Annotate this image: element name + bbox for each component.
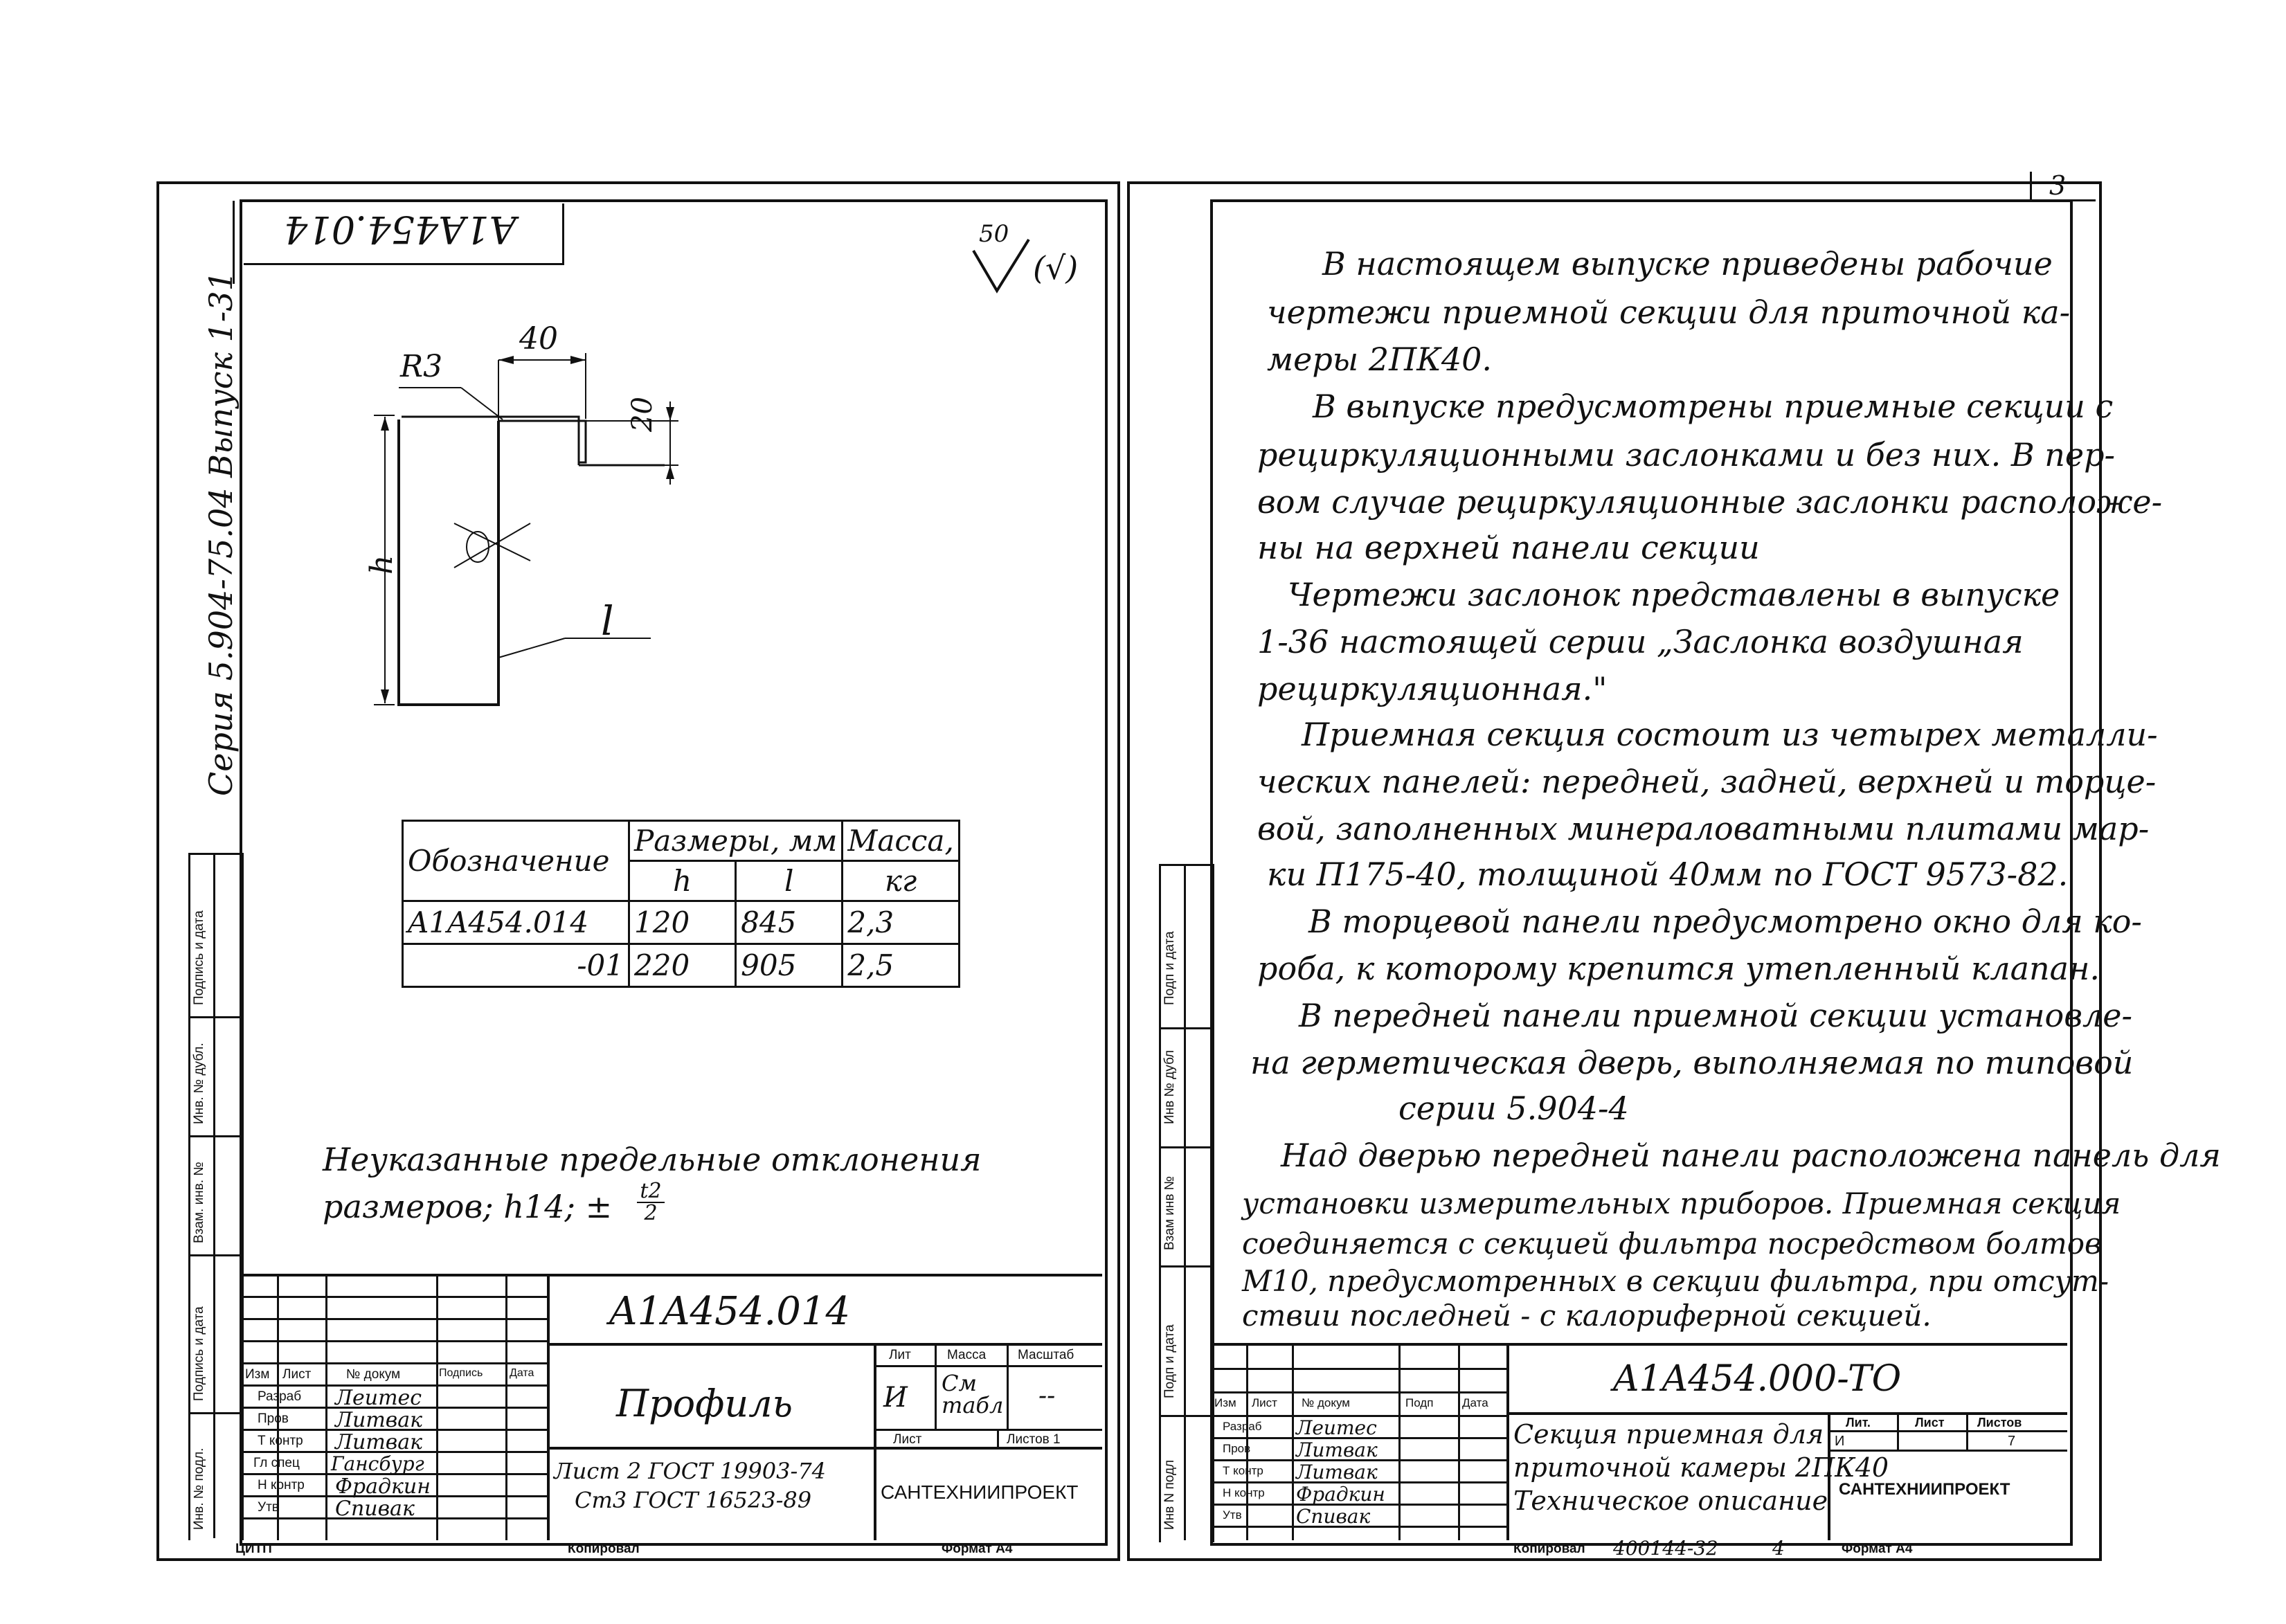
left-mass-value: См табл	[942, 1370, 1004, 1418]
right-strip-label-5: Инв N подл	[1162, 1459, 1177, 1530]
row-l: 845	[736, 901, 843, 944]
rtb-role: Н контр	[1223, 1486, 1265, 1499]
tb-name: Фрадкин	[335, 1474, 431, 1499]
right-lit-value: И	[1835, 1434, 1845, 1449]
text-line-2: чертежи приемной секции для приточной ка-	[1267, 294, 2071, 331]
footer-right-copy-number: 400144-32	[1613, 1537, 1718, 1560]
row-h: 220	[629, 944, 736, 987]
rtb-name: Литвак	[1296, 1438, 1378, 1461]
text-line-19: серии 5.904-4	[1398, 1090, 1629, 1127]
tb-role: Утв	[258, 1500, 279, 1515]
footer-left-format: Формат А4	[942, 1542, 1013, 1556]
tolerance-fraction	[637, 1181, 665, 1224]
footer-right-copy-sheet: 4	[1772, 1537, 1785, 1560]
text-line-15: В торцевой панели предусмотрено окно для ко-	[1308, 903, 2142, 940]
rtb-col-date: Дата	[1462, 1396, 1488, 1409]
footer-right-copy: Копировал	[1513, 1542, 1585, 1556]
row-mass: 2,5	[843, 944, 959, 987]
table-head-designation: Обозначение	[403, 821, 629, 901]
rtb-name: Фрадкин	[1296, 1483, 1385, 1506]
tb-role: Гл спец	[253, 1456, 300, 1470]
tb-role: Разраб	[258, 1389, 302, 1404]
right-sheets-head: Листов	[1977, 1416, 2022, 1429]
text-line-9: 1-36 настоящей серии „Заслонка воздушная	[1257, 623, 2024, 660]
right-title-line3: Техническое описание	[1513, 1486, 1828, 1516]
tb-role: Н контр	[258, 1478, 305, 1492]
rtb-col-doc: № докум	[1302, 1396, 1350, 1409]
row-l: 905	[736, 944, 843, 987]
side-series-box	[191, 201, 235, 284]
left-material-line1: Лист 2 ГОСТ 19903-74	[554, 1458, 827, 1484]
text-line-24: ствии последней - с калориферной секцией.	[1242, 1299, 1932, 1333]
left-org: САНТЕХНИИПРОЕКТ	[881, 1481, 1079, 1503]
left-mass-head: Масса	[947, 1348, 987, 1362]
tb-name: Литвак	[335, 1430, 423, 1454]
text-line-1: В настоящем выпуске приведены рабочие	[1322, 245, 2053, 282]
text-line-10: рециркуляционная."	[1257, 670, 1608, 707]
tb-col-sign: Подпись	[439, 1367, 483, 1379]
table-head-sizes: Размеры, мм	[629, 821, 843, 861]
right-sheet-head: Лист	[1915, 1416, 1945, 1429]
rtb-name: Литвак	[1296, 1461, 1378, 1483]
right-title-line2: приточной камеры 2ПК40	[1513, 1452, 1889, 1483]
dim-flange-label: 20	[627, 397, 658, 432]
tb-name: Спивак	[335, 1497, 415, 1521]
text-line-13: вой, заполненных минераловатными плитами мар-	[1257, 810, 2150, 847]
tolerance-frac-den: 2	[644, 1201, 658, 1225]
sizes-table	[402, 820, 960, 988]
text-line-11: Приемная секция состоит из четырех металли-	[1302, 716, 2158, 753]
roughness-mark	[969, 220, 1094, 296]
right-strip-label-3: Взам инв №	[1162, 1175, 1177, 1250]
right-strip-label-4: Подп и дата	[1162, 1324, 1177, 1398]
right-strip-label-2: Инв № дубл	[1162, 1049, 1177, 1124]
text-line-21: установки измерительных приборов. Приемная секция	[1242, 1187, 2121, 1220]
table-row	[403, 944, 960, 987]
text-line-7: ны на верхней панели секции	[1257, 529, 1760, 566]
table-head-kg: кг	[843, 861, 959, 901]
row-mass: 2,3	[843, 901, 959, 944]
tb-role: Т контр	[258, 1434, 303, 1448]
left-scale-value: --	[1038, 1382, 1056, 1410]
row-designation: A1A454.014	[403, 901, 629, 944]
text-line-12: ческих панелей: передней, задней, верхней и торце-	[1257, 763, 2157, 800]
left-strip-label-2: Инв. № дубл.	[192, 1043, 206, 1124]
dim-radius-label: R3	[400, 349, 443, 384]
tolerance-note-line2: размеров; h14; ±	[323, 1188, 613, 1225]
left-strip-label-4: Подпись и дата	[192, 1306, 206, 1401]
dim-height-label: h	[364, 554, 399, 575]
right-org: САНТЕХНИИПРОЕКТ	[1839, 1480, 2010, 1499]
rtb-name: Спивак	[1296, 1505, 1371, 1528]
text-line-18: на герметическая дверь, выполняемая по типовой	[1250, 1044, 2134, 1081]
right-title-line1: Секция приемная для	[1513, 1419, 1824, 1450]
text-line-4: В выпуске предусмотрены приемные секции с	[1313, 388, 2114, 425]
left-strip-label-1: Подпись и дата	[192, 910, 206, 1005]
footer-right-format: Формат А4	[1842, 1542, 1913, 1556]
right-doc-number: A1A454.000-TO	[1613, 1358, 1902, 1400]
roughness-suffix: (√)	[1033, 249, 1079, 287]
text-line-23: М10, предусмотренных в секции фильтра, при отсут-	[1242, 1264, 2109, 1298]
table-row	[403, 901, 960, 944]
footer-left-org: ЦИТП	[235, 1542, 272, 1556]
footer-left-copy: Копировал	[568, 1542, 640, 1556]
text-line-17: В передней панели приемной секции установле-	[1299, 997, 2133, 1034]
left-doc-number: A1A454.014	[609, 1289, 851, 1334]
rtb-col-izm: Изм	[1214, 1396, 1236, 1409]
left-sheet-head: Лист	[893, 1432, 922, 1447]
rtb-col-sign: Подп	[1405, 1396, 1434, 1409]
dim-width-label: 40	[519, 321, 558, 357]
rtb-role: Разраб	[1223, 1420, 1262, 1433]
left-title: Профиль	[616, 1382, 793, 1425]
table-head-l: l	[736, 861, 843, 901]
right-sheets-value: 7	[2008, 1434, 2016, 1449]
rtb-role: Утв	[1223, 1508, 1242, 1522]
tb-name: Леитес	[335, 1386, 422, 1410]
right-lit-head: Лит.	[1846, 1416, 1871, 1429]
row-designation: -01	[403, 944, 629, 987]
roughness-value: 50	[979, 220, 1009, 248]
text-line-5: рециркуляционными заслонками и без них. В пер-	[1257, 436, 2116, 473]
text-line-14: ки П175-40, толщиной 40мм по ГОСТ 9573-82.	[1267, 856, 2069, 893]
tb-col-list: Лист	[282, 1367, 312, 1382]
rtb-col-list: Лист	[1252, 1396, 1277, 1409]
text-line-20: Над дверью передней панели расположена панель для	[1281, 1137, 2221, 1174]
text-line-6: вом случае рециркуляционные заслонки расположе-	[1257, 483, 2163, 521]
left-sheets-head: Листов 1	[1007, 1432, 1061, 1447]
tb-col-izm: Изм	[245, 1367, 270, 1382]
table-head-h: h	[629, 861, 736, 901]
left-strip-label-3: Взам. инв. №	[192, 1162, 206, 1243]
left-scale-head: Масштаб	[1018, 1348, 1074, 1362]
text-line-16: роба, к которому крепится утепленный клапан.	[1257, 950, 2100, 987]
table-head-mass: Масса,	[843, 821, 959, 861]
left-strip-label-5: Инв. № подл.	[192, 1447, 206, 1530]
left-lit-head: Лит	[889, 1348, 911, 1362]
tb-col-doc: № докум	[346, 1367, 401, 1382]
side-series-label: Серия 5.904-75.04 Выпуск 1-31	[202, 271, 240, 796]
roughness-check-icon	[969, 237, 1032, 295]
rtb-role: Т контр	[1223, 1464, 1263, 1477]
dim-length-label: l	[601, 597, 614, 644]
left-lit-value: И	[883, 1382, 908, 1414]
right-strip-label-1: Подп и дата	[1162, 931, 1177, 1005]
tb-name: Литвак	[335, 1408, 423, 1432]
text-line-3: меры 2ПК40.	[1267, 341, 1493, 378]
tolerance-note-line1: Неуказанные предельные отклонения	[323, 1141, 982, 1178]
tb-role: Пров	[258, 1411, 289, 1426]
rtb-role: Пров	[1223, 1442, 1251, 1455]
tolerance-frac-num: t2	[637, 1181, 665, 1203]
rtb-name: Леитес	[1296, 1416, 1377, 1439]
tb-col-date: Дата	[510, 1367, 534, 1379]
right-sheet-number: 3	[2049, 170, 2067, 201]
tb-name: Гансбург	[331, 1452, 424, 1475]
left-material-line2: Ст3 ГОСТ 16523-89	[575, 1487, 812, 1513]
top-stamp: A1A454.014	[284, 208, 516, 251]
row-h: 120	[629, 901, 736, 944]
text-line-8: Чертежи заслонок представлены в выпуске	[1288, 576, 2060, 613]
text-line-22: соединяется с секцией фильтра посредством болтов	[1242, 1227, 2102, 1261]
